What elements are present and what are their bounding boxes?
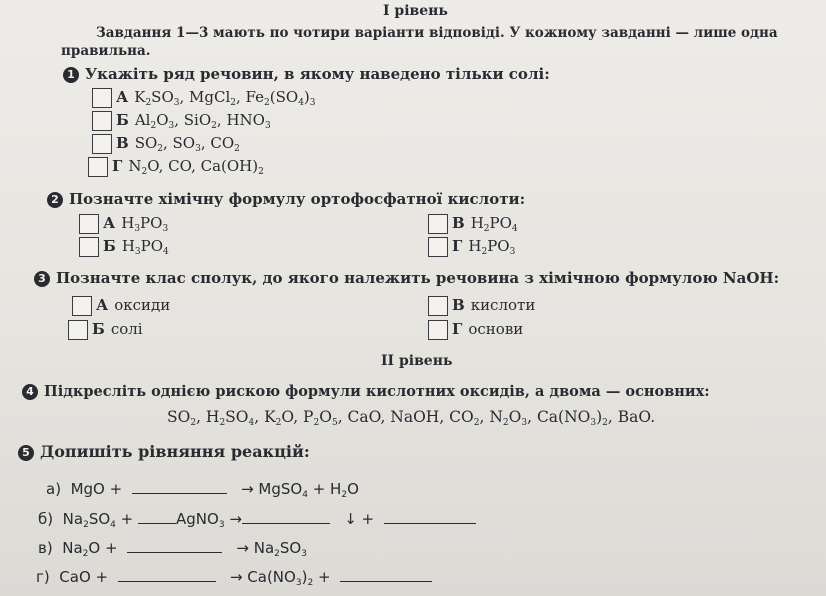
q2-option-d[interactable]: Г $H_2PO_3$ — [428, 237, 515, 257]
answer-blank[interactable] — [138, 509, 176, 524]
answer-blank[interactable] — [127, 538, 222, 553]
question-5-text: Допишіть рівняння реакцій: — [40, 442, 310, 461]
answer-checkbox[interactable] — [92, 88, 112, 108]
question-3-text: Позначте клас сполук, до якого належить речовина з хімічною формулою NaOH: — [56, 269, 780, 287]
q1-option-b[interactable]: Б $Al_2O_3$, SiO$_2$, $HNO_3$ — [92, 111, 271, 131]
intro-line-2: правильна. — [61, 43, 151, 59]
question-number-badge: 4 — [22, 384, 38, 400]
answer-blank[interactable] — [132, 479, 227, 494]
question-3 — [34, 268, 779, 287]
question-1 — [63, 64, 550, 83]
answer-checkbox[interactable] — [428, 237, 448, 257]
q1-option-b-formula: $Al_2O_3$, SiO$_2$, $HNO_3$ — [134, 111, 271, 131]
question-number-badge: 2 — [47, 192, 63, 208]
answer-checkbox[interactable] — [92, 134, 112, 154]
question-4 — [22, 381, 710, 400]
answer-blank[interactable] — [340, 567, 432, 582]
q2-option-a[interactable]: А $H_3PO_3$ — [79, 214, 168, 234]
question-2 — [47, 189, 525, 208]
question-4-text: Підкресліть однією рискою формули кислотних оксидів, а двома — основних: — [44, 383, 710, 400]
q1-option-c[interactable]: В $SO_2$, $SO_3$, $CO_2$ — [92, 134, 240, 154]
answer-blank[interactable] — [384, 509, 476, 524]
question-5 — [18, 442, 310, 461]
level-2-heading: II рівень — [381, 353, 453, 369]
answer-checkbox[interactable] — [72, 296, 92, 316]
answer-checkbox[interactable] — [79, 214, 99, 234]
answer-checkbox[interactable] — [428, 214, 448, 234]
level-1-heading: I рівень — [383, 3, 448, 19]
answer-blank[interactable] — [242, 509, 330, 524]
question-number-badge: 3 — [34, 271, 50, 287]
q3-option-d[interactable]: Г основи — [428, 320, 523, 340]
answer-blank[interactable] — [118, 567, 216, 582]
equation-a: а) MgO + → MgSO$_4$ + $H_2O$ — [46, 480, 359, 500]
q1-option-a[interactable]: А $K_2SO_3$, MgCl$_2$, $Fe_2(SO_4)_3$ — [92, 88, 316, 108]
q3-option-a[interactable]: А оксиди — [72, 296, 170, 316]
equation-c: в) $Na_2O$ + → $Na_2SO_3$ — [38, 539, 307, 559]
answer-checkbox[interactable] — [428, 296, 448, 316]
question-1-text: Укажіть ряд речовин, в якому наведено тільки солі: — [85, 65, 550, 83]
answer-checkbox[interactable] — [92, 111, 112, 131]
q1-option-c-formula: $SO_2$, $SO_3$, $CO_2$ — [134, 134, 240, 154]
equation-b: б) $Na_2SO_4$ + AgNO$_3$ → ↓ + — [38, 509, 476, 530]
q2-option-c[interactable]: В $H_2PO_4$ — [428, 214, 518, 234]
q1-option-a-formula: $K_2SO_3$, MgCl$_2$, $Fe_2(SO_4)_3$ — [134, 88, 316, 108]
question-2-text: Позначте хімічну формулу ортофосфатної кислоти: — [69, 190, 526, 208]
intro-line-1: Завдання 1—3 мають по чотири варіанти відповіді. У кожному завданні — лише одна — [96, 25, 778, 41]
question-number-badge: 5 — [18, 445, 34, 461]
q1-option-d[interactable]: Г $N_2O$, CO, $Ca(OH)_2$ — [88, 157, 264, 177]
answer-checkbox[interactable] — [428, 320, 448, 340]
answer-checkbox[interactable] — [68, 320, 88, 340]
answer-checkbox[interactable] — [79, 237, 99, 257]
q1-option-d-formula: $N_2O$, CO, $Ca(OH)_2$ — [128, 157, 264, 177]
q4-formula-list: $SO_2$, $H_2SO_4$, $K_2O$, $P_2O_5$, CaO, NaOH, $CO_2$, $N_2O_3$, $Ca(NO_3)_2$, BaO. — [167, 408, 656, 428]
q3-option-c[interactable]: В кислоти — [428, 296, 535, 316]
q2-option-b[interactable]: Б $H_3PO_4$ — [79, 237, 169, 257]
answer-checkbox[interactable] — [88, 157, 108, 177]
equation-d: г) CaO + → $Ca(NO_3)_2$ + — [36, 567, 432, 588]
q3-option-b[interactable]: Б солі — [68, 320, 143, 340]
question-number-badge: 1 — [63, 67, 79, 83]
